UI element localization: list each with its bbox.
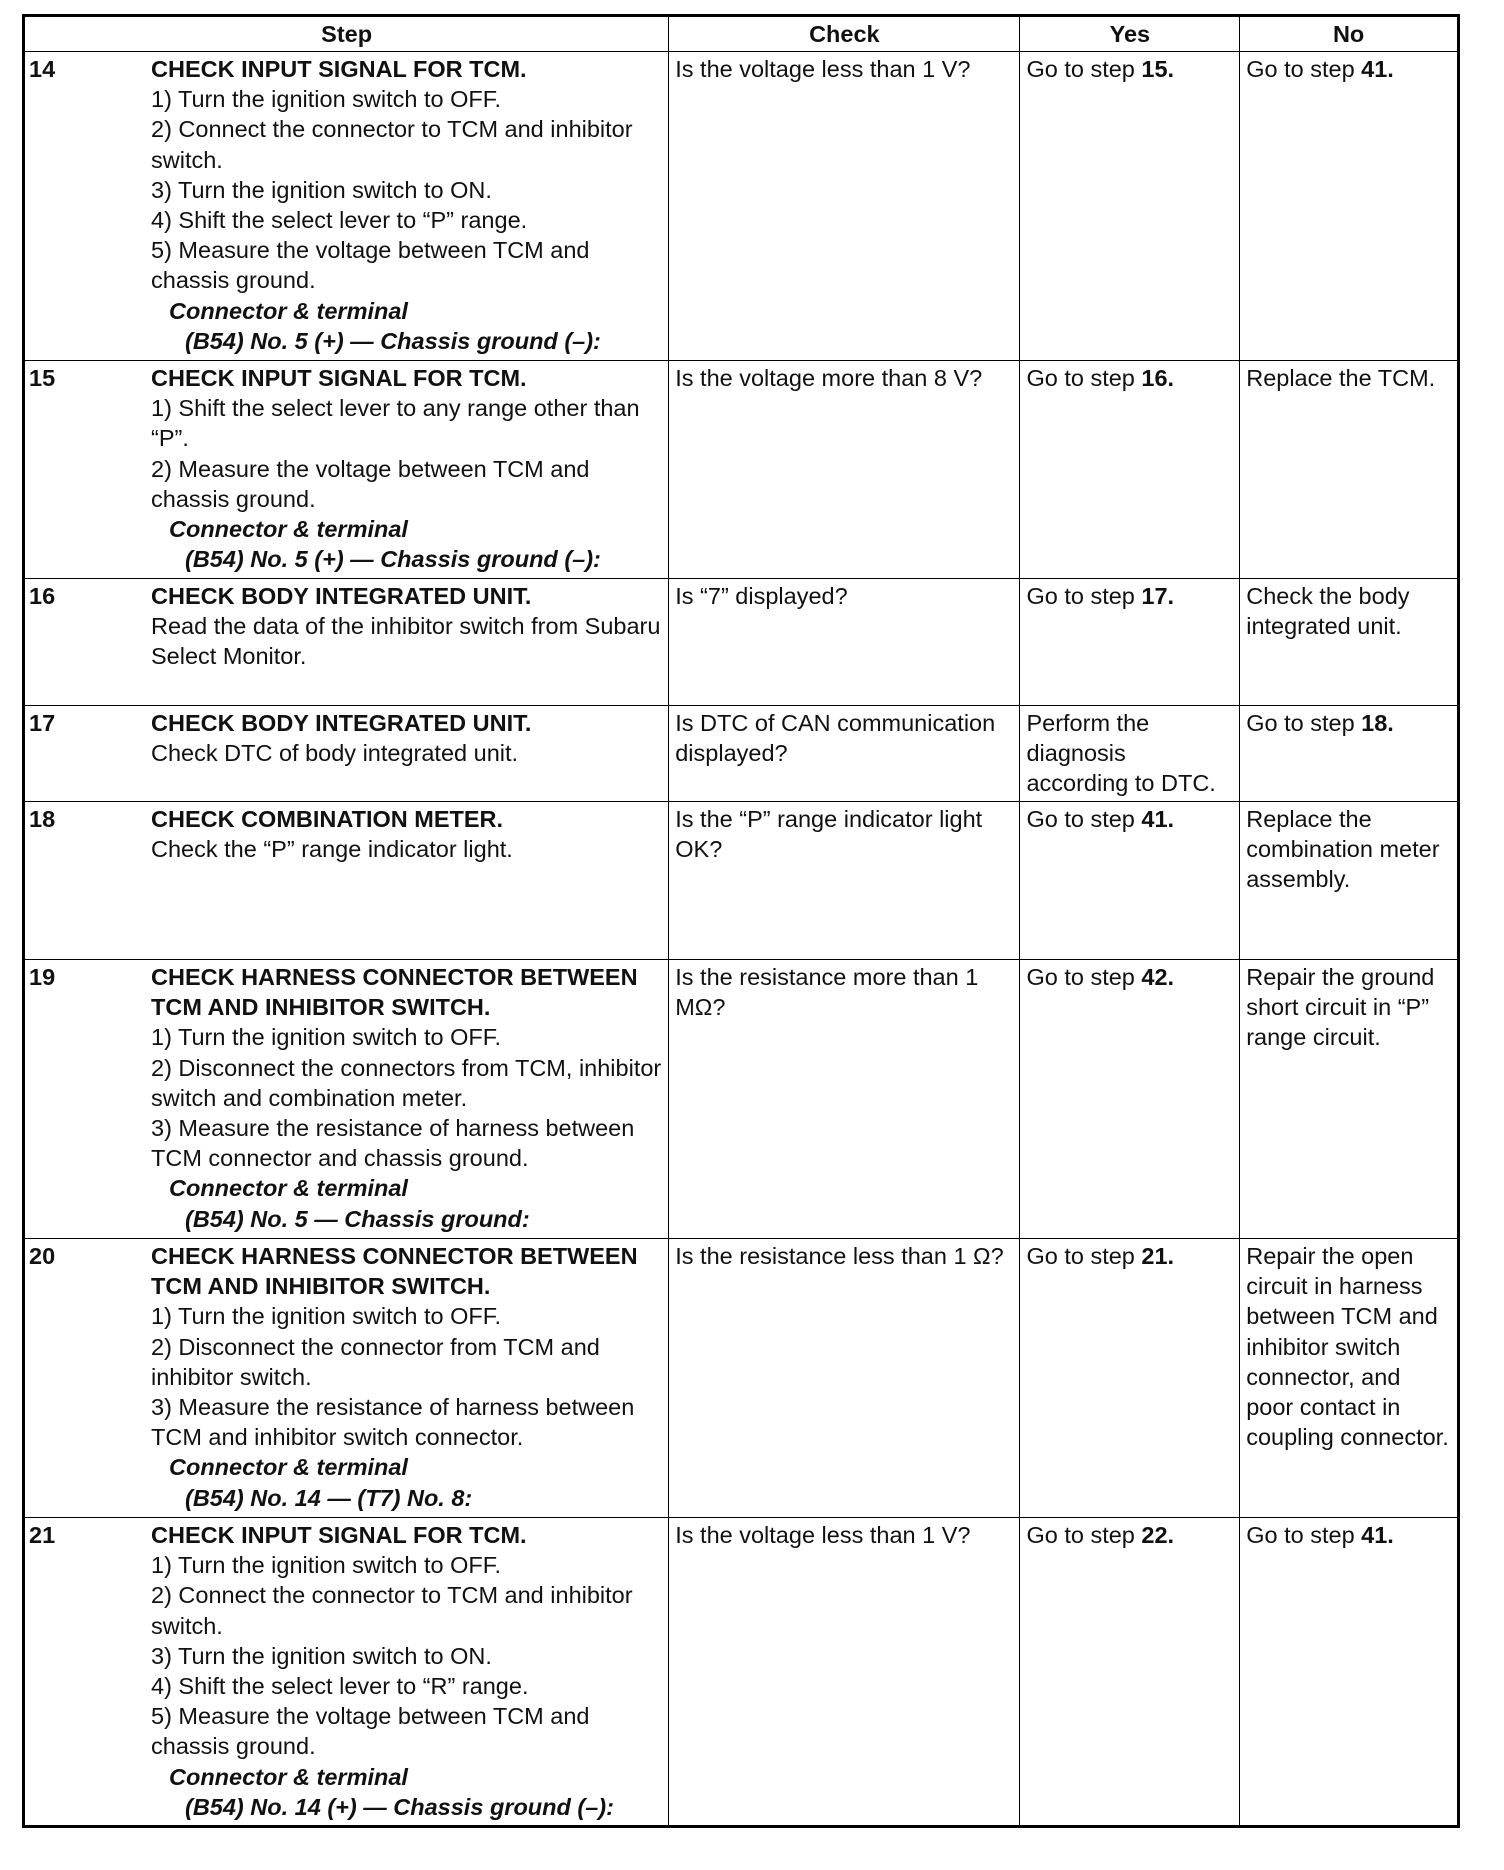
yes-text: Go to step [1026, 806, 1142, 832]
step-title: CHECK INPUT SIGNAL FOR TCM. [151, 365, 527, 391]
step-title: TCM AND INHIBITOR SWITCH. [151, 1273, 491, 1300]
step-instruction: 2) Measure the voltage between TCM and chassis ground. [151, 455, 590, 512]
step-title: CHECK INPUT SIGNAL FOR TCM. [151, 1522, 527, 1548]
step-cell [24, 52, 669, 361]
step-instruction: 2) Connect the connector to TCM and inhibitor switch. [151, 1582, 633, 1639]
no-step-ref: 41. [1361, 56, 1394, 82]
connector-terminal-value: (B54) No. 5 (+) — Chassis ground (–): [185, 546, 601, 573]
connector-terminal-value: (B54) No. 5 — Chassis ground: [185, 1205, 530, 1232]
step-number: 21 [29, 1522, 56, 1548]
no-cell [1240, 1239, 1459, 1518]
step-title: CHECK INPUT SIGNAL FOR TCM. [151, 56, 527, 82]
check-cell: Is DTC of CAN communication displayed? [669, 706, 1020, 802]
table-row [24, 960, 1459, 1239]
diagnostic-table [22, 14, 1460, 1828]
yes-cell [1020, 802, 1240, 960]
step-cell [24, 706, 669, 802]
step-instruction: 1) Turn the ignition switch to OFF. [151, 1552, 502, 1579]
table-row [24, 361, 1459, 579]
check-cell: Is the voltage less than 1 V? [669, 1518, 1020, 1827]
yes-step-ref: 15. [1141, 56, 1175, 82]
no-text: Go to step [1246, 710, 1362, 736]
table-row [24, 802, 1459, 960]
header-row [24, 16, 1459, 52]
no-step-ref: 18. [1361, 710, 1394, 736]
yes-text: Go to step [1026, 365, 1142, 391]
header-step: Step [24, 16, 669, 52]
step-body [151, 1520, 662, 1822]
header-check: Check [669, 16, 1020, 52]
step-cell [24, 1239, 669, 1518]
check-cell: Is the resistance less than 1 Ω? [669, 1239, 1020, 1518]
step-body [151, 708, 662, 768]
step-title: CHECK BODY INTEGRATED UNIT. [151, 583, 532, 609]
yes-cell [1020, 1518, 1240, 1827]
no-cell [1240, 960, 1459, 1239]
step-instruction: 3) Measure the resistance of harness between TCM connector and chassis ground. [151, 1115, 635, 1172]
connector-terminal-label: Connector & terminal [169, 1175, 408, 1202]
step-title: CHECK HARNESS CONNECTOR BETWEEN [151, 1243, 638, 1269]
step-body [151, 581, 662, 672]
step-instruction: 1) Turn the ignition switch to OFF. [151, 1024, 502, 1051]
yes-text: Go to step [1026, 56, 1142, 82]
yes-cell [1020, 579, 1240, 706]
step-instruction: 2) Disconnect the connectors from TCM, inhibitor switch and combination meter. [151, 1054, 662, 1111]
step-instruction: 2) Disconnect the connector from TCM and inhibitor switch. [151, 1333, 600, 1390]
connector-terminal-label: Connector & terminal [169, 516, 408, 543]
step-number: 15 [29, 365, 56, 391]
step-number: 17 [29, 710, 56, 736]
connector-terminal-label: Connector & terminal [169, 1763, 408, 1790]
step-cell [24, 361, 669, 579]
step-instruction: 3) Turn the ignition switch to ON. [151, 1642, 492, 1669]
step-instruction: 2) Connect the connector to TCM and inhibitor switch. [151, 116, 633, 173]
yes-text: Go to step [1026, 583, 1142, 609]
step-number: 18 [29, 806, 56, 832]
no-step-ref: 41. [1361, 1522, 1394, 1548]
no-cell [1240, 361, 1459, 579]
step-cell [24, 1518, 669, 1827]
step-instruction: 4) Shift the select lever to “P” range. [151, 207, 528, 234]
step-number: 20 [29, 1243, 56, 1269]
no-cell [1240, 802, 1459, 960]
connector-terminal-value: (B54) No. 5 (+) — Chassis ground (–): [185, 327, 601, 354]
step-instruction: 1) Turn the ignition switch to OFF. [151, 1303, 502, 1330]
step-cell [24, 802, 669, 960]
no-text: Repair the ground short circuit in “P” range circuit. [1246, 964, 1435, 1051]
table-row [24, 579, 1459, 706]
header-no: No [1240, 16, 1459, 52]
yes-text: Go to step [1026, 1522, 1142, 1548]
yes-text: Go to step [1026, 1243, 1142, 1269]
table-row [24, 706, 1459, 802]
yes-step-ref: 41. [1141, 806, 1175, 832]
step-instruction: Check DTC of body integrated unit. [151, 740, 519, 767]
no-cell [1240, 52, 1459, 361]
step-body [151, 1241, 662, 1513]
no-text: Check the body integrated unit. [1246, 583, 1410, 640]
no-text: Repair the open circuit in harness between TCM and inhibitor switch connector, and poor contact in coupling connector. [1246, 1243, 1449, 1451]
step-number: 19 [29, 964, 56, 990]
check-cell: Is the voltage more than 8 V? [669, 361, 1020, 579]
yes-cell [1020, 960, 1240, 1239]
no-cell [1240, 1518, 1459, 1827]
step-instruction: 5) Measure the voltage between TCM and chassis ground. [151, 1703, 590, 1760]
step-instruction: 5) Measure the voltage between TCM and chassis ground. [151, 237, 590, 294]
step-instruction: 4) Shift the select lever to “R” range. [151, 1673, 529, 1700]
step-instruction: 1) Shift the select lever to any range other than “P”. [151, 395, 640, 452]
yes-step-ref: 16. [1141, 365, 1175, 391]
step-instruction: Check the “P” range indicator light. [151, 836, 513, 863]
connector-terminal-label: Connector & terminal [169, 1454, 408, 1481]
yes-cell [1020, 1239, 1240, 1518]
header-yes: Yes [1020, 16, 1240, 52]
step-cell [24, 579, 669, 706]
check-cell: Is the “P” range indicator light OK? [669, 802, 1020, 960]
yes-text: Perform the diagnosis according to DTC. [1026, 710, 1216, 797]
step-number: 14 [29, 56, 56, 82]
yes-step-ref: 21. [1141, 1243, 1175, 1269]
check-cell: Is the resistance more than 1 MΩ? [669, 960, 1020, 1239]
step-title: CHECK BODY INTEGRATED UNIT. [151, 710, 532, 736]
connector-terminal-label: Connector & terminal [169, 297, 408, 324]
yes-step-ref: 17. [1141, 583, 1175, 609]
table-body [24, 52, 1459, 1827]
yes-cell [1020, 361, 1240, 579]
table-row [24, 52, 1459, 361]
step-instruction: Read the data of the inhibitor switch from Subaru Select Monitor. [151, 613, 661, 670]
yes-cell [1020, 706, 1240, 802]
step-number: 16 [29, 583, 56, 609]
no-text: Go to step [1246, 56, 1362, 82]
step-instruction: 1) Turn the ignition switch to OFF. [151, 86, 502, 113]
step-instruction: 3) Measure the resistance of harness between TCM and inhibitor switch connector. [151, 1394, 635, 1451]
no-text: Replace the combination meter assembly. [1246, 806, 1440, 893]
step-cell [24, 960, 669, 1239]
table-row [24, 1518, 1459, 1827]
check-cell: Is “7” displayed? [669, 579, 1020, 706]
no-text: Replace the TCM. [1246, 365, 1436, 391]
yes-text: Go to step [1026, 964, 1142, 990]
step-title: TCM AND INHIBITOR SWITCH. [151, 994, 491, 1021]
connector-terminal-value: (B54) No. 14 (+) — Chassis ground (–): [185, 1793, 614, 1820]
step-body [151, 804, 662, 864]
no-cell [1240, 706, 1459, 802]
step-body [151, 54, 662, 356]
step-title: CHECK HARNESS CONNECTOR BETWEEN [151, 964, 638, 990]
step-title: CHECK COMBINATION METER. [151, 806, 504, 832]
yes-step-ref: 22. [1141, 1522, 1175, 1548]
step-body [151, 363, 662, 574]
step-body [151, 962, 662, 1234]
check-cell: Is the voltage less than 1 V? [669, 52, 1020, 361]
step-instruction: 3) Turn the ignition switch to ON. [151, 176, 492, 203]
table-row [24, 1239, 1459, 1518]
yes-step-ref: 42. [1141, 964, 1175, 990]
no-cell [1240, 579, 1459, 706]
yes-cell [1020, 52, 1240, 361]
connector-terminal-value: (B54) No. 14 — (T7) No. 8: [185, 1484, 473, 1511]
no-text: Go to step [1246, 1522, 1362, 1548]
